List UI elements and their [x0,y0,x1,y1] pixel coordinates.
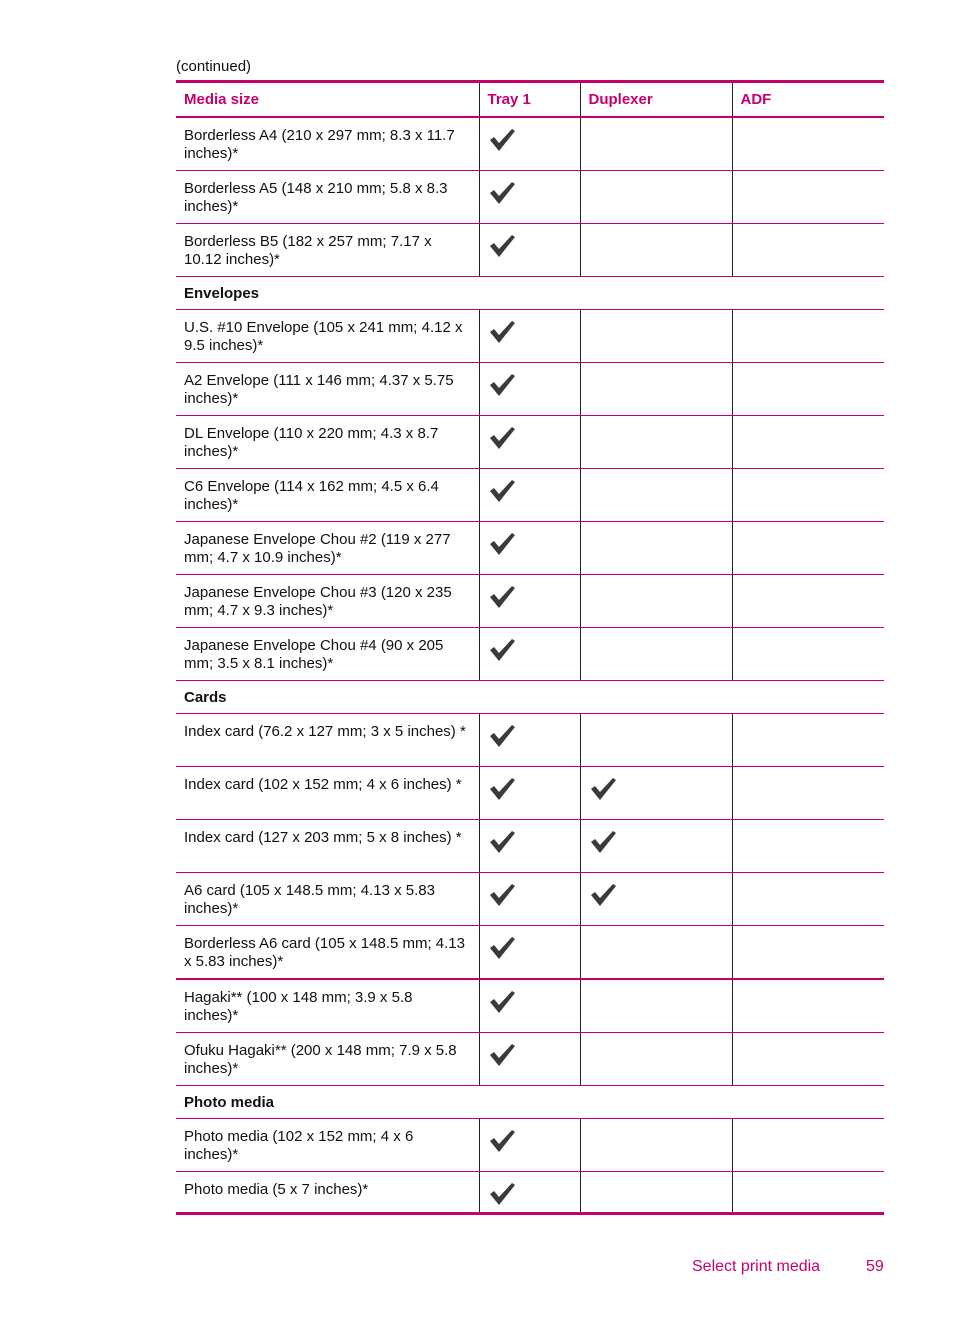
continued-label: (continued) [176,58,252,75]
media-size-cell: Index card (127 x 203 mm; 5 x 8 inches) * [176,820,479,873]
table-row [176,628,884,681]
table-row [176,310,884,363]
media-size-table [176,80,884,1215]
table-row [176,416,884,469]
tray1-cell [479,1172,580,1214]
duplexer-cell [580,926,732,980]
checkmark-icon [488,478,516,504]
table-row [176,926,884,980]
adf-cell [732,171,884,224]
media-size-cell: Borderless A6 card (105 x 148.5 mm; 4.13 x 5.83 inches)* [176,926,479,980]
checkmark-icon [488,372,516,398]
checkmark-icon [488,989,516,1015]
tray1-cell [479,767,580,820]
duplexer-cell [580,363,732,416]
duplexer-cell [580,416,732,469]
checkmark-icon [488,584,516,610]
duplexer-cell [580,628,732,681]
tray1-cell [479,469,580,522]
checkmark-icon [488,776,516,802]
table-row [176,979,884,1033]
duplexer-cell [580,979,732,1033]
adf-cell [732,714,884,767]
duplexer-cell [580,820,732,873]
media-size-cell: Hagaki** (100 x 148 mm; 3.9 x 5.8 inches)* [176,979,479,1033]
media-size-cell: A6 card (105 x 148.5 mm; 4.13 x 5.83 inches)* [176,873,479,926]
adf-cell [732,310,884,363]
adf-cell [732,1033,884,1086]
duplexer-cell [580,224,732,277]
table-section-row [176,1086,884,1119]
table-body [176,117,884,1214]
duplexer-cell [580,767,732,820]
table-row [176,224,884,277]
media-size-cell: A2 Envelope (111 x 146 mm; 4.37 x 5.75 inches)* [176,363,479,416]
table-row [176,1033,884,1086]
duplexer-cell [580,575,732,628]
adf-cell [732,469,884,522]
checkmark-icon [488,127,516,153]
table-row [176,1119,884,1172]
tray1-cell [479,117,580,171]
media-size-cell: Index card (102 x 152 mm; 4 x 6 inches) * [176,767,479,820]
media-size-cell: Borderless A5 (148 x 210 mm; 5.8 x 8.3 inches)* [176,171,479,224]
adf-cell [732,628,884,681]
duplexer-cell [580,522,732,575]
checkmark-icon [488,1128,516,1154]
adf-cell [732,575,884,628]
table-row [176,1172,884,1214]
adf-cell [732,1172,884,1214]
media-size-cell: Photo media (5 x 7 inches)* [184,1181,369,1198]
media-size-cell: Japanese Envelope Chou #3 (120 x 235 mm; 4.7 x 9.3 inches)* [176,575,479,628]
tray1-cell [479,575,580,628]
checkmark-icon [488,319,516,345]
checkmark-icon [488,1042,516,1068]
footer-section-title: Select print media [692,1258,821,1275]
tray1-cell [479,416,580,469]
duplexer-cell [580,1119,732,1172]
tray1-cell [479,873,580,926]
section-heading: Envelopes [176,277,884,310]
table-row [176,873,884,926]
column-header-tray1: Tray 1 [479,82,580,118]
duplexer-cell [580,117,732,171]
table-row [176,767,884,820]
media-size-cell: Japanese Envelope Chou #2 (119 x 277 mm; 4.7 x 10.9 inches)* [176,522,479,575]
section-heading: Photo media [176,1086,884,1119]
duplexer-cell [580,873,732,926]
adf-cell [732,224,884,277]
checkmark-icon [488,935,516,961]
checkmark-icon [589,776,617,802]
table-row [176,469,884,522]
table-section-row [176,277,884,310]
checkmark-icon [488,637,516,663]
table-row [176,171,884,224]
checkmark-icon [589,882,617,908]
adf-cell [732,416,884,469]
media-size-cell: U.S. #10 Envelope (105 x 241 mm; 4.12 x 9.5 inches)* [176,310,479,363]
media-size-cell: Borderless B5 (182 x 257 mm; 7.17 x 10.12 inches)* [176,224,479,277]
checkmark-icon [488,723,516,749]
media-size-cell: Borderless A4 (210 x 297 mm; 8.3 x 11.7 inches)* [176,117,479,171]
adf-cell [732,926,884,980]
tray1-cell [479,926,580,980]
adf-cell [732,767,884,820]
tray1-cell [479,224,580,277]
tray1-cell [479,979,580,1033]
table-row [176,363,884,416]
column-header-media-size: Media size [176,82,479,118]
adf-cell [732,820,884,873]
media-size-cell: C6 Envelope (114 x 162 mm; 4.5 x 6.4 inches)* [176,469,479,522]
checkmark-icon [488,531,516,557]
table-section-row [176,681,884,714]
media-size-cell: Ofuku Hagaki** (200 x 148 mm; 7.9 x 5.8 inches)* [176,1033,479,1086]
tray1-cell [479,1033,580,1086]
table-row [176,575,884,628]
media-size-cell: DL Envelope (110 x 220 mm; 4.3 x 8.7 inches)* [176,416,479,469]
checkmark-icon [488,180,516,206]
adf-cell [732,979,884,1033]
column-header-duplexer: Duplexer [580,82,732,118]
table-row [176,117,884,171]
tray1-cell [479,1119,580,1172]
tray1-cell [479,363,580,416]
media-size-cell: Index card (76.2 x 127 mm; 3 x 5 inches) * [176,714,479,767]
tray1-cell [479,171,580,224]
adf-cell [732,117,884,171]
table-row [176,714,884,767]
adf-cell [732,1119,884,1172]
table-header-row [176,82,884,118]
footer-page-number: 59 [866,1258,884,1275]
checkmark-icon [488,233,516,259]
adf-cell [732,363,884,416]
duplexer-cell [580,1172,732,1214]
tray1-cell [479,310,580,363]
duplexer-cell [580,714,732,767]
table-row [176,820,884,873]
section-heading: Cards [176,681,884,714]
checkmark-icon [488,425,516,451]
tray1-cell [479,522,580,575]
duplexer-cell [580,1033,732,1086]
column-header-adf: ADF [732,82,884,118]
adf-cell [732,522,884,575]
checkmark-icon [589,829,617,855]
duplexer-cell [580,310,732,363]
media-size-cell: Photo media (102 x 152 mm; 4 x 6 inches)* [176,1119,479,1172]
adf-cell [732,873,884,926]
checkmark-icon [488,1181,516,1207]
tray1-cell [479,628,580,681]
duplexer-cell [580,469,732,522]
media-size-cell: Japanese Envelope Chou #4 (90 x 205 mm; 3.5 x 8.1 inches)* [176,628,479,681]
checkmark-icon [488,829,516,855]
tray1-cell [479,714,580,767]
tray1-cell [479,820,580,873]
table-row [176,522,884,575]
duplexer-cell [580,171,732,224]
checkmark-icon [488,882,516,908]
